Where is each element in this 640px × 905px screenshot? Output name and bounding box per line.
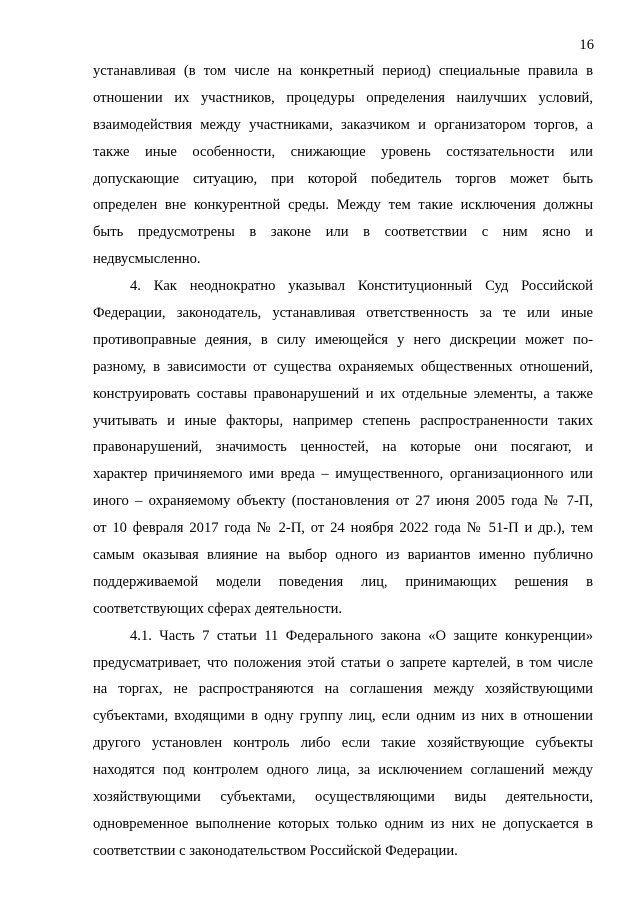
paragraph-line: учитывать и иные факторы, например степень распространенности таких (93, 412, 593, 429)
page-number: 16 (579, 37, 594, 53)
paragraph (93, 623, 593, 865)
paragraph-line: недвусмысленно. (93, 251, 201, 268)
paragraph-line: противоправные деяния, в силу имеющейся у него дискреции может по- (93, 331, 593, 348)
paragraph-line: находятся под контролем одного лица, за исключением соглашений между (93, 762, 593, 779)
paragraph (93, 273, 593, 623)
paragraph-line: определен вне конкурентной среды. Между тем такие исключения должны (93, 197, 593, 214)
paragraph-line: одновременное выполнение которых только одним из них не допускается в (93, 815, 593, 832)
paragraph-line: хозяйствующими субъектами, осуществляющими виды деятельности, (93, 789, 593, 806)
paragraph-line: предусматривает, что положения этой статьи о запрете картелей, в том числе (93, 654, 593, 671)
paragraph-line: субъектами, входящими в одну группу лиц, если одним из них в отношении (93, 708, 593, 725)
paragraph (93, 58, 593, 273)
paragraph-line: правонарушений, значимость ценностей, на которые они посягают, и (93, 439, 593, 456)
paragraph-line: допускающие ситуацию, при которой победитель торгов может быть (93, 170, 593, 187)
paragraph-line: также иные особенности, снижающие уровень состязательности или (93, 143, 593, 160)
paragraph-line: Федерации, законодатель, устанавливая ответственность за те или иные (93, 305, 593, 322)
paragraph-line: 4.1. Часть 7 статьи 11 Федерального закона «О защите конкуренции» (130, 627, 593, 644)
paragraph-line: быть предусмотрены в законе или в соответствии с ним ясно и (93, 224, 593, 241)
paragraph-line: взаимодействия между участниками, заказчиком и организатором торгов, а (93, 116, 593, 133)
paragraph-line: конструировать составы правонарушений и их отдельные элементы, а также (93, 385, 593, 402)
paragraph-line: другого установлен контроль либо если такие хозяйствующие субъекты (93, 735, 593, 752)
paragraph-line: характер причиняемого ими вреда – имущественного, организационного или (93, 466, 593, 483)
paragraph-line: от 10 февраля 2017 года № 2-П, от 24 ноября 2022 года № 51-П и др.), тем (93, 520, 593, 537)
paragraph-line: устанавливая (в том числе на конкретный период) специальные правила в (93, 63, 593, 79)
paragraph-line: иного – охраняемому объекту (постановления от 27 июня 2005 года № 7-П, (93, 493, 593, 510)
paragraph-line: самым оказывая влияние на выбор одного из вариантов именно публично (93, 547, 593, 564)
paragraph-line: на торгах, не распространяются на соглашения между хозяйствующими (93, 681, 593, 698)
document-body (93, 58, 593, 865)
paragraph-line: 4. Как неоднократно указывал Конституционный Суд Российской (130, 278, 593, 295)
paragraph-line: поддерживаемой модели поведения лиц, принимающих решения в (93, 573, 593, 590)
paragraph-line: отношении их участников, процедуры определения наилучших условий, (93, 89, 593, 106)
paragraph-line: соответствующих сферах деятельности. (93, 600, 343, 617)
paragraph-line: соответствии с законодательством Российской Федерации. (93, 842, 458, 859)
paragraph-line: разному, в зависимости от существа охраняемых общественных отношений, (93, 358, 593, 375)
